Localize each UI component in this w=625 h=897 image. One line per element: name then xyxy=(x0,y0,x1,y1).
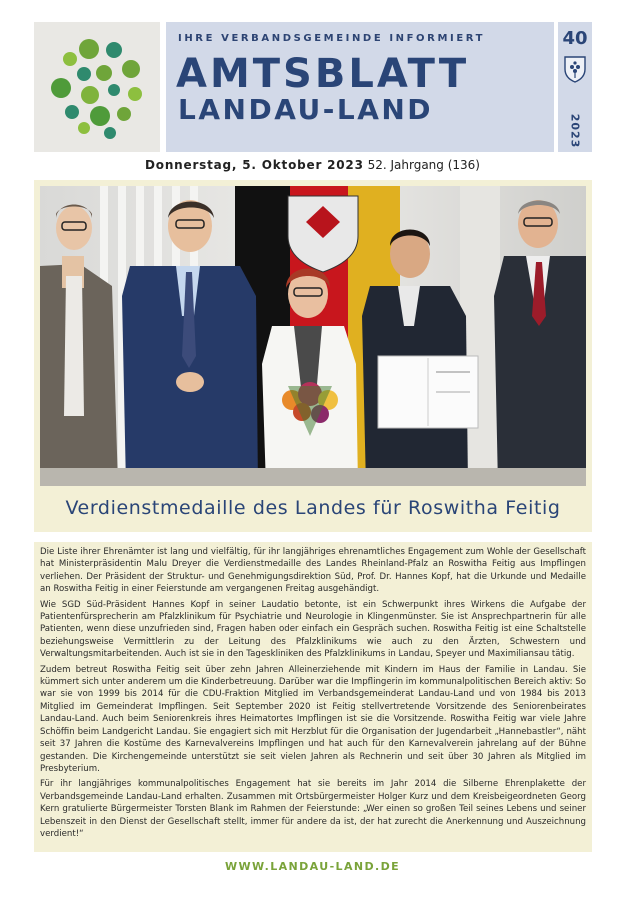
issue-date: Donnerstag, 5. Oktober 2023 xyxy=(145,158,364,172)
award-photo-image xyxy=(40,186,586,486)
masthead xyxy=(166,22,554,152)
issue-number: 40 xyxy=(562,28,588,49)
issue-panel xyxy=(558,22,592,152)
issue-volume: 52. Jahrgang (136) xyxy=(367,158,480,172)
article-paragraph: Die Liste ihrer Ehrenämter ist lang und vielfältig, für ihr langjähriges ehrenamtliches Engagement zum Wohle der Gesellschaft hat Ministerpräsidentin Malu Dreyer die Verdienstmedaille des Landes Rheinland-Pfalz an Roswitha Feitig aus Impflingen verliehen. Der Präsident der Struktur- und Genehmigungsdirektion Süd, Prof. Dr. Hannes Kopf, hat die Urkunde und Medaille an Roswitha Feitig in einer Feierstunde am vergangenen Freitag ausgehändigt. xyxy=(40,547,586,595)
dateline xyxy=(0,158,625,172)
article-box xyxy=(34,542,592,852)
article-paragraph: Zudem betreut Roswitha Feitig seit über zehn Jahren Alleinerziehende mit Kindern im Haus der Familie in Landau. Sie kümmert sich unter anderem um die Kinderbetreuung. Darüber war die Impflingerin im kommunalpolitischen Bereich aktiv: So war sie von 1999 bis 2014 für die CDU-Fraktion Mitglied im Verbandsgemeinderat Landau-Land und von 1984 bis 2013 Mitglied im Gemeinderat Impflingen. Seit September 2020 ist Feitig stellvertretende Vorsitzende des Seniorenbeirates Landau-Land. Auch beim Seniorenkreis ihres Heimatortes Impflingen ist sie die Vorsitzende. Roswitha Feitig war viele Jahre Schöffin beim Landgericht Landau. Sie engagiert sich mit Herzblut für die Organisation der Jugendarbeit „Hannebastler“, näht seit 37 Jahren die Kostüme des Karnevalvereins Impflingen und hat auch für den Karnevalverein jahrelang auf der Bühne gestanden. Die Kirchengemeinde unterstützt sie seit vielen Jahren als Rechnerin und seit über 30 Jahren als Mitglied im Presbyterium. xyxy=(40,664,586,774)
website-link[interactable]: WWW.LANDAU-LAND.DE xyxy=(224,860,401,873)
article-body xyxy=(40,546,586,843)
dots-logo-icon xyxy=(34,22,160,152)
masthead-subtitle: LANDAU-LAND xyxy=(178,93,434,126)
masthead-title: AMTSBLATT xyxy=(176,51,470,97)
coat-of-arms-icon xyxy=(563,55,587,87)
issue-year-text: 2023 xyxy=(568,113,582,149)
logo xyxy=(34,22,160,152)
article-headline: Verdienstmedaille des Landes für Roswitha Feitig xyxy=(65,497,561,519)
article-paragraph: Für ihr langjähriges kommunalpolitisches Engagement hat sie bereits im Jahr 2014 die Silberne Ehrenplakette der Verbandsgemeinde Landau-Land erhalten. Zusammen mit Ortsbürgermeister Holger Kurz und dem Kreisbeigeordneten Georg Kern gratulierte Bürgermeister Torsten Blank im Rahmen der Feierstunde: „Wer einen so großen Teil seines Lebens und seiner Lebenszeit in den Dienst der Gesellschaft stellt, immer für andere da ist, der hat zurecht die Anerkennung und Auszeichnung verdient!“ xyxy=(40,779,586,839)
issue-year xyxy=(563,114,587,148)
award-photo xyxy=(40,186,586,486)
article-paragraph: Wie SGD Süd-Präsident Hannes Kopf in seiner Laudatio betonte, ist ein Schwerpunkt ihres Wirkens die Aufgabe der Patientenfürsprecherin am Pfalzklinikum für Psychiatrie und Neurologie in Klingenmünster. Sie ist Ansprechpartnerin für alle Patienten, wenn diese unzufrieden sind, Fragen haben oder einfach ein Gespräch suchen. Roswitha Feitig ist eine Schaltstelle beziehungsweise Vermittlerin zu der Leitung des Pfalzklinikums wie auch zu den Ärzten, Schwestern und Verwaltungsmitarbeitenden. Auch ist sie in den Tageskliniken des Pfalzklinikums in Landau, Speyer und Maximiliansau tätig. xyxy=(40,599,586,660)
masthead-tagline: IHRE VERBANDSGEMEINDE INFORMIERT xyxy=(178,33,486,44)
